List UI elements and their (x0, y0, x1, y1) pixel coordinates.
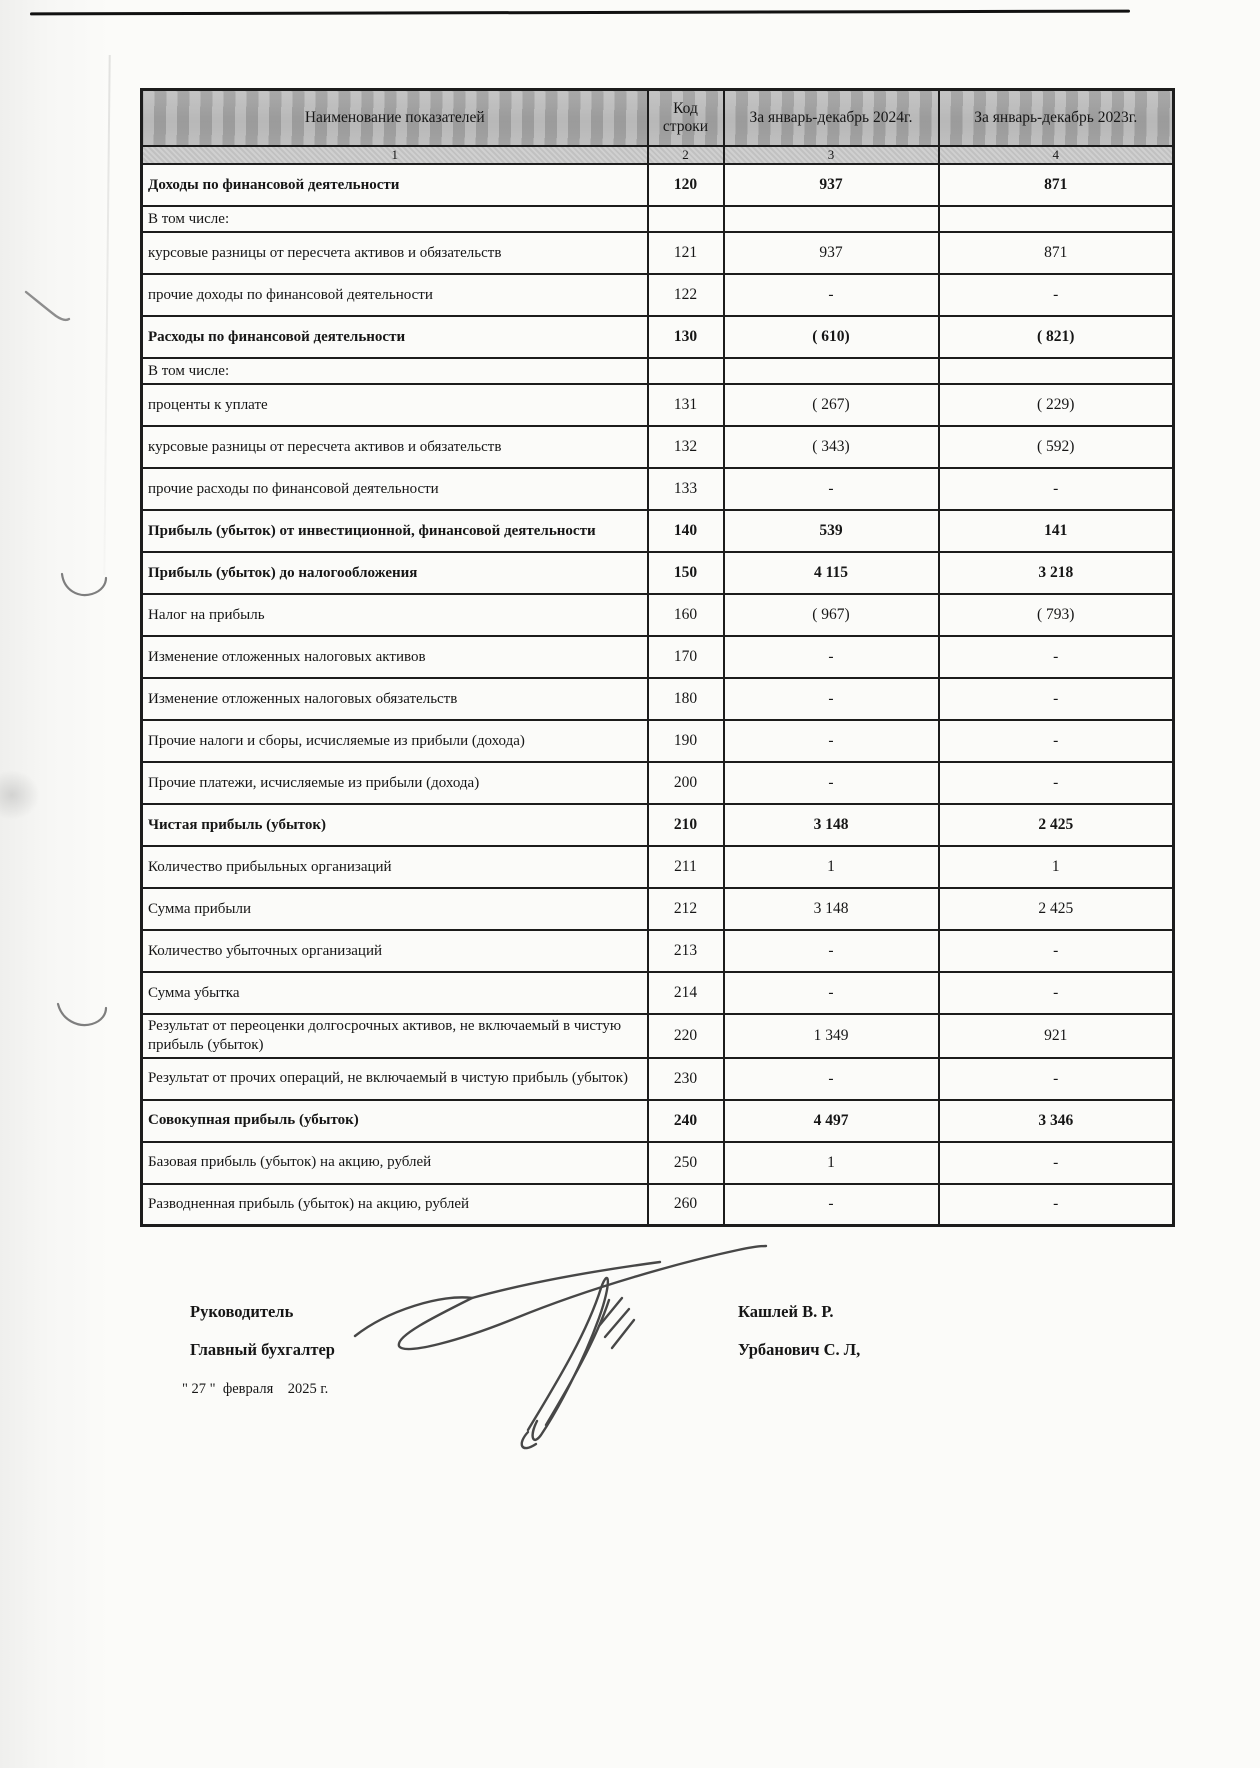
value-2024-cell: - (724, 930, 939, 972)
value-2023-cell: 921 (939, 1014, 1174, 1058)
column-number-3: 3 (724, 146, 939, 164)
value-2024-cell: - (724, 468, 939, 510)
table-row (142, 1058, 1174, 1100)
value-2024-cell: 1 (724, 846, 939, 888)
row-code-cell: 250 (648, 1142, 724, 1184)
value-2023-cell: - (939, 1058, 1174, 1100)
indicator-name-cell: Разводненная прибыль (убыток) на акцию, рублей (142, 1184, 648, 1226)
value-2024-cell: - (724, 972, 939, 1014)
report-table (140, 88, 1172, 1227)
row-code-cell: 260 (648, 1184, 724, 1226)
value-2023-cell: - (939, 468, 1174, 510)
indicator-name-cell: Прочие налоги и сборы, исчисляемые из прибыли (дохода) (142, 720, 648, 762)
table-row (142, 1100, 1174, 1142)
row-code-cell: 180 (648, 678, 724, 720)
value-2023-cell: - (939, 1184, 1174, 1226)
column-number-2: 2 (648, 146, 724, 164)
table-row (142, 888, 1174, 930)
header-period-2023: За январь-декабрь 2023г. (939, 90, 1174, 147)
table-row (142, 846, 1174, 888)
row-code-cell: 170 (648, 636, 724, 678)
value-2023-cell: 3 218 (939, 552, 1174, 594)
table-row (142, 804, 1174, 846)
table-row (142, 468, 1174, 510)
value-2023-cell (939, 206, 1174, 232)
value-2024-cell: 4 497 (724, 1100, 939, 1142)
row-code-cell: 230 (648, 1058, 724, 1100)
value-2024-cell: ( 267) (724, 384, 939, 426)
table-row (142, 1014, 1174, 1058)
value-2023-cell: - (939, 274, 1174, 316)
table-row (142, 972, 1174, 1014)
value-2023-cell: 3 346 (939, 1100, 1174, 1142)
row-code-cell: 130 (648, 316, 724, 358)
signature-mark (300, 1238, 820, 1468)
table-row (142, 358, 1174, 384)
table-row (142, 206, 1174, 232)
value-2024-cell: ( 967) (724, 594, 939, 636)
report-date: " 27 " февраля 2025 г. (182, 1381, 329, 1397)
row-code-cell: 133 (648, 468, 724, 510)
indicator-name-cell: проценты к уплате (142, 384, 648, 426)
table-row (142, 164, 1174, 206)
indicator-name-cell: Изменение отложенных налоговых обязательств (142, 678, 648, 720)
indicator-name-cell: Количество убыточных организаций (142, 930, 648, 972)
value-2023-cell: - (939, 930, 1174, 972)
value-2023-cell: 871 (939, 164, 1174, 206)
value-2023-cell: - (939, 720, 1174, 762)
indicator-name-cell: Сумма убытка (142, 972, 648, 1014)
table-row (142, 232, 1174, 274)
row-code-cell: 131 (648, 384, 724, 426)
value-2024-cell: - (724, 762, 939, 804)
paper-edge-line (103, 55, 110, 575)
value-2024-cell: - (724, 720, 939, 762)
scan-left-shadow (0, 0, 110, 1768)
value-2023-cell: - (939, 636, 1174, 678)
value-2023-cell: 141 (939, 510, 1174, 552)
table-row (142, 1184, 1174, 1226)
table-row (142, 930, 1174, 972)
value-2024-cell (724, 206, 939, 232)
table-row (142, 1142, 1174, 1184)
indicator-name-cell: Результат от прочих операций, не включаемый в чистую прибыль (убыток) (142, 1058, 648, 1100)
value-2024-cell (724, 358, 939, 384)
table-row (142, 594, 1174, 636)
row-code-cell: 240 (648, 1100, 724, 1142)
header-row-code: Код строки (648, 90, 724, 147)
value-2024-cell: 1 (724, 1142, 939, 1184)
table-row (142, 678, 1174, 720)
pen-mark-1 (22, 286, 72, 330)
table-row (142, 720, 1174, 762)
row-code-cell: 210 (648, 804, 724, 846)
value-2024-cell: - (724, 1184, 939, 1226)
value-2024-cell: 4 115 (724, 552, 939, 594)
row-code-cell: 214 (648, 972, 724, 1014)
value-2024-cell: 3 148 (724, 804, 939, 846)
value-2024-cell: 937 (724, 164, 939, 206)
chief-accountant-label: Главный бухгалтер (190, 1340, 335, 1359)
value-2024-cell: 3 148 (724, 888, 939, 930)
scan-top-line (30, 10, 1130, 16)
value-2023-cell (939, 358, 1174, 384)
row-code-cell: 200 (648, 762, 724, 804)
value-2023-cell: - (939, 972, 1174, 1014)
row-code-cell: 211 (648, 846, 724, 888)
indicator-name-cell: курсовые разницы от пересчета активов и обязательств (142, 232, 648, 274)
value-2024-cell: - (724, 636, 939, 678)
column-number-1: 1 (142, 146, 648, 164)
value-2023-cell: - (939, 678, 1174, 720)
value-2024-cell: - (724, 1058, 939, 1100)
value-2023-cell: - (939, 1142, 1174, 1184)
chief-accountant-name: Урбанович С. Л, (738, 1340, 861, 1359)
row-code-cell: 140 (648, 510, 724, 552)
table-row (142, 552, 1174, 594)
row-code-cell (648, 206, 724, 232)
scan-smudge (0, 770, 40, 820)
row-code-cell: 160 (648, 594, 724, 636)
value-2024-cell: - (724, 274, 939, 316)
row-code-cell: 150 (648, 552, 724, 594)
indicator-name-cell: Налог на прибыль (142, 594, 648, 636)
table-row (142, 762, 1174, 804)
table-row (142, 426, 1174, 468)
value-2023-cell: - (939, 762, 1174, 804)
pen-mark-2 (58, 566, 110, 602)
value-2024-cell: ( 610) (724, 316, 939, 358)
row-code-cell: 212 (648, 888, 724, 930)
indicator-name-cell: Прибыль (убыток) от инвестиционной, финансовой деятельности (142, 510, 648, 552)
row-code-cell: 190 (648, 720, 724, 762)
row-code-cell: 132 (648, 426, 724, 468)
row-code-cell: 121 (648, 232, 724, 274)
table-row (142, 384, 1174, 426)
value-2023-cell: ( 592) (939, 426, 1174, 468)
indicator-name-cell: Совокупная прибыль (убыток) (142, 1100, 648, 1142)
indicator-name-cell: прочие доходы по финансовой деятельности (142, 274, 648, 316)
indicator-name-cell: прочие расходы по финансовой деятельности (142, 468, 648, 510)
row-code-cell (648, 358, 724, 384)
row-code-cell: 120 (648, 164, 724, 206)
indicator-name-cell: В том числе: (142, 358, 648, 384)
row-code-cell: 220 (648, 1014, 724, 1058)
director-label: Руководитель (190, 1302, 294, 1321)
row-code-cell: 213 (648, 930, 724, 972)
header-indicator-name: Наименование показателей (142, 90, 648, 147)
indicator-name-cell: Прочие платежи, исчисляемые из прибыли (дохода) (142, 762, 648, 804)
table-header-row (142, 90, 1174, 147)
table-row (142, 510, 1174, 552)
value-2023-cell: 871 (939, 232, 1174, 274)
indicator-name-cell: Количество прибыльных организаций (142, 846, 648, 888)
table-row (142, 274, 1174, 316)
table-column-number-row (142, 146, 1174, 164)
header-period-2024: За январь-декабрь 2024г. (724, 90, 939, 147)
value-2023-cell: ( 793) (939, 594, 1174, 636)
indicator-name-cell: В том числе: (142, 206, 648, 232)
value-2024-cell: ( 343) (724, 426, 939, 468)
value-2024-cell: 539 (724, 510, 939, 552)
value-2024-cell: - (724, 678, 939, 720)
indicator-name-cell: курсовые разницы от пересчета активов и обязательств (142, 426, 648, 468)
value-2023-cell: 2 425 (939, 888, 1174, 930)
table-row (142, 316, 1174, 358)
report-table-body (142, 164, 1174, 1226)
value-2023-cell: ( 821) (939, 316, 1174, 358)
value-2024-cell: 1 349 (724, 1014, 939, 1058)
indicator-name-cell: Доходы по финансовой деятельности (142, 164, 648, 206)
indicator-name-cell: Прибыль (убыток) до налогообложения (142, 552, 648, 594)
indicator-name-cell: Изменение отложенных налоговых активов (142, 636, 648, 678)
value-2023-cell: 1 (939, 846, 1174, 888)
column-number-4: 4 (939, 146, 1174, 164)
pen-mark-3 (54, 998, 110, 1032)
indicator-name-cell: Чистая прибыль (убыток) (142, 804, 648, 846)
indicator-name-cell: Результат от переоценки долгосрочных активов, не включаемый в чистую прибыль (убыток) (142, 1014, 648, 1058)
indicator-name-cell: Сумма прибыли (142, 888, 648, 930)
value-2023-cell: ( 229) (939, 384, 1174, 426)
value-2023-cell: 2 425 (939, 804, 1174, 846)
indicator-name-cell: Расходы по финансовой деятельности (142, 316, 648, 358)
director-name: Кашлей В. Р. (738, 1302, 834, 1321)
row-code-cell: 122 (648, 274, 724, 316)
indicator-name-cell: Базовая прибыль (убыток) на акцию, рублей (142, 1142, 648, 1184)
table-row (142, 636, 1174, 678)
value-2024-cell: 937 (724, 232, 939, 274)
